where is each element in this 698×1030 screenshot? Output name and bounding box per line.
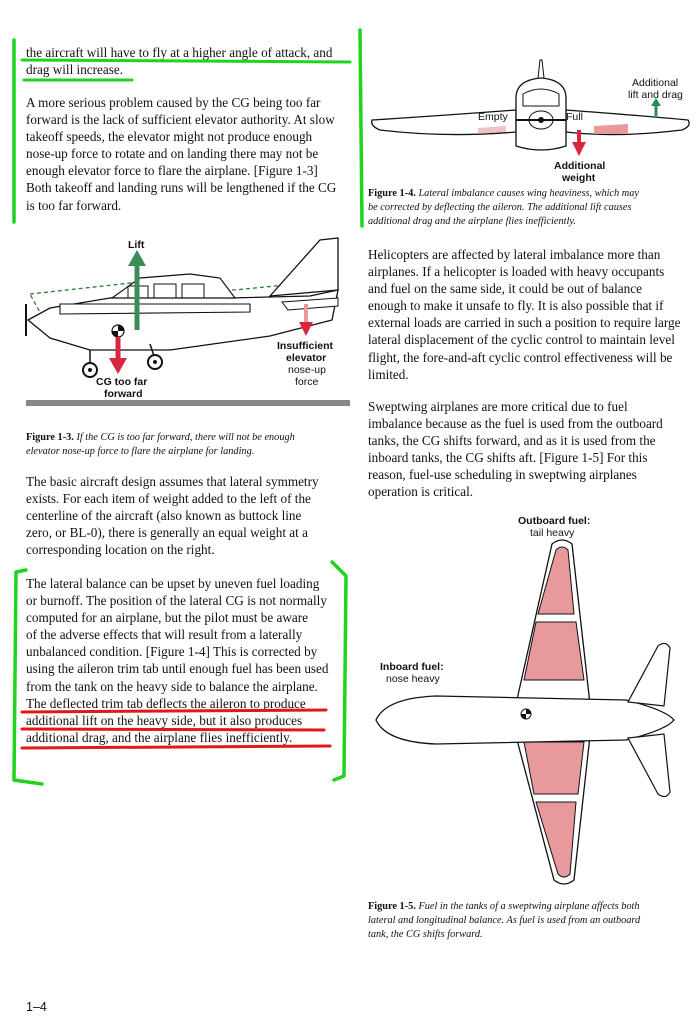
text-line: inboard tanks, the CG shifts aft. [Figure 1-5] For this	[368, 450, 648, 466]
horizontal-stabilizer-lower	[628, 734, 670, 797]
weight-label-line-2: weight	[562, 172, 596, 184]
text-line: airplanes. If a helicopter is loaded with heavy occupants	[368, 264, 665, 280]
text-line: limited.	[368, 366, 409, 382]
ground-bar	[26, 400, 350, 406]
inboard-fuel-sub: nose heavy	[386, 673, 440, 685]
red-underline	[22, 746, 330, 748]
text-line: additional drag, and the airplane flies inefficiently.	[26, 729, 293, 745]
text-line: exists. For each item of weight added to the left of the	[26, 491, 311, 507]
lift-drag-label-line-2: lift and drag	[628, 89, 683, 101]
outboard-fuel-sub: tail heavy	[530, 527, 575, 539]
text-line: nose-up force to rotate and on landing there may not be	[26, 146, 319, 162]
text-line: A more serious problem caused by the CG being too far	[26, 95, 321, 110]
text-line: the aircraft will have to fly at a higher angle of attack, and	[26, 45, 333, 60]
horizontal-stabilizer-upper	[628, 643, 670, 706]
elevator-label-line-1: Insufficient	[277, 340, 334, 352]
text-line: tanks, the CG shifts forward, and as it is used from the	[368, 433, 656, 449]
cg-symbol	[538, 117, 544, 123]
text-line: Helicopters are affected by lateral imbalance more than	[368, 247, 661, 262]
caption-text: If the CG is too far forward, there will not be enough	[76, 432, 295, 443]
right-paragraph-2	[368, 398, 696, 501]
cg-label-line-1: CG too far	[96, 376, 148, 388]
text-line: takeoff speeds, the elevator might not produce enough	[26, 129, 313, 145]
caption-label: Figure 1-4.	[368, 188, 416, 199]
text-line: drag will increase.	[26, 62, 124, 78]
text-line: flight, the fore-and-aft cyclic control effectiveness will be	[368, 349, 673, 365]
text-line: The deflected trim tab deflects the aileron to produce	[26, 695, 306, 711]
inboard-fuel-title: Inboard fuel:	[380, 661, 444, 673]
text-line: enough elevator force to flare the airplane. [Figure 1-3]	[26, 163, 318, 179]
text-line: external loads are carried in such a position to require large	[368, 315, 681, 331]
main-wheel-hub	[153, 360, 157, 364]
text-line: zero, or BL-0), there is generally an equal weight at a	[26, 525, 308, 541]
text-line: corresponding location on the right.	[26, 542, 215, 558]
cg-label-line-2: forward	[104, 388, 143, 400]
elevator-label-line-3: nose-up	[288, 364, 326, 376]
lower-outboard-tank	[536, 802, 576, 877]
caption-text: tank, the CG shifts forward.	[368, 929, 483, 941]
text-line: operation is critical.	[368, 484, 474, 500]
text-line: additional lift on the heavy side, but it also produces	[26, 712, 303, 728]
left-paragraph-4	[26, 575, 356, 746]
text-line: or burnoff. The position of the lateral CG is not normally	[26, 593, 327, 609]
caption-text: additional drag and the airplane flies inefficiently.	[368, 216, 576, 228]
elevator-label-line-2: elevator	[286, 352, 327, 364]
text-line: The basic aircraft design assumes that lateral symmetry	[26, 474, 319, 489]
left-paragraph-2	[26, 94, 356, 214]
text-line: imbalance because as the fuel is used from the outboard	[368, 416, 663, 432]
vertical-stabilizer	[270, 238, 338, 296]
lift-drag-label-line-1: Additional	[632, 77, 679, 89]
caption-text: Lateral imbalance causes wing heaviness, which may	[418, 188, 639, 199]
text-line: computed for an airplane, but the pilot must be aware	[26, 610, 308, 626]
nose-wheel-hub	[88, 368, 92, 372]
text-line: using the aileron trim tab until enough fuel has been used	[26, 661, 329, 677]
lift-label: Lift	[128, 239, 145, 251]
caption-text: be corrected by deflecting the aileron. The additional lift causes	[368, 202, 632, 214]
text-line: The lateral balance can be upset by uneven fuel loading	[26, 576, 320, 591]
text-line: of the adverse effects that will result from a laterally	[26, 627, 303, 643]
empty-label: Empty	[478, 111, 508, 123]
left-paragraph-1	[26, 44, 356, 78]
figure-1-3-illustration	[20, 232, 355, 410]
text-line: Sweptwing airplanes are more critical due to fuel	[368, 399, 628, 414]
caption-text: elevator nose-up force to flare the airplane for landing.	[26, 446, 255, 458]
text-line: from the tank on the heavy side to balance the airplane.	[26, 678, 318, 694]
outboard-fuel-title: Outboard fuel:	[518, 515, 591, 527]
caption-text: Fuel in the tanks of a sweptwing airplane affects both	[418, 901, 640, 912]
text-line: forward is the lack of sufficient elevator authority. At slow	[26, 112, 335, 128]
caption-text: lateral and longitudinal balance. As fuel is used from an outboard	[368, 915, 641, 927]
fuselage	[376, 696, 674, 744]
full-label: Full	[566, 111, 583, 123]
figure-1-4-illustration	[366, 58, 696, 186]
text-line: centerline of the aircraft (also known as buttock line	[26, 508, 302, 524]
text-line: enough to make it unsafe to fly. It is also possible that if	[368, 298, 664, 314]
green-bracket-top-right	[360, 30, 362, 226]
text-line: reason, fuel-use scheduling in sweptwing airplanes	[368, 467, 637, 483]
left-paragraph-3	[26, 473, 356, 558]
vertical-stabilizer	[538, 60, 544, 78]
lower-inboard-tank	[524, 742, 584, 794]
caption-label: Figure 1-5.	[368, 901, 416, 912]
weight-arrow-head	[572, 142, 586, 156]
elevator-label-line-4: force	[295, 376, 319, 388]
figure-1-5-illustration	[366, 510, 696, 890]
lift-arrow-head	[128, 250, 146, 266]
weight-label-line-1: Additional	[554, 160, 606, 172]
page-number: 1–4	[26, 1000, 47, 1014]
text-line: unbalanced condition. [Figure 1-4] This is corrected by	[26, 644, 318, 660]
figure-1-4-caption	[368, 187, 688, 230]
wing	[60, 304, 250, 314]
elevator-arrow-head	[299, 322, 313, 336]
text-line: is too far forward.	[26, 197, 122, 213]
weight-arrow-head	[109, 358, 127, 374]
text-line: and fuel on the same side, it could be out of balance	[368, 281, 642, 297]
figure-1-3-caption	[26, 431, 356, 459]
text-line: lateral displacement of the cyclic control to maintain level	[368, 332, 675, 348]
right-paragraph-1	[368, 246, 696, 383]
figure-1-5-caption	[368, 900, 688, 943]
text-line: Both takeoff and landing runs will be lengthened if the CG	[26, 180, 337, 196]
caption-label: Figure 1-3.	[26, 432, 74, 443]
